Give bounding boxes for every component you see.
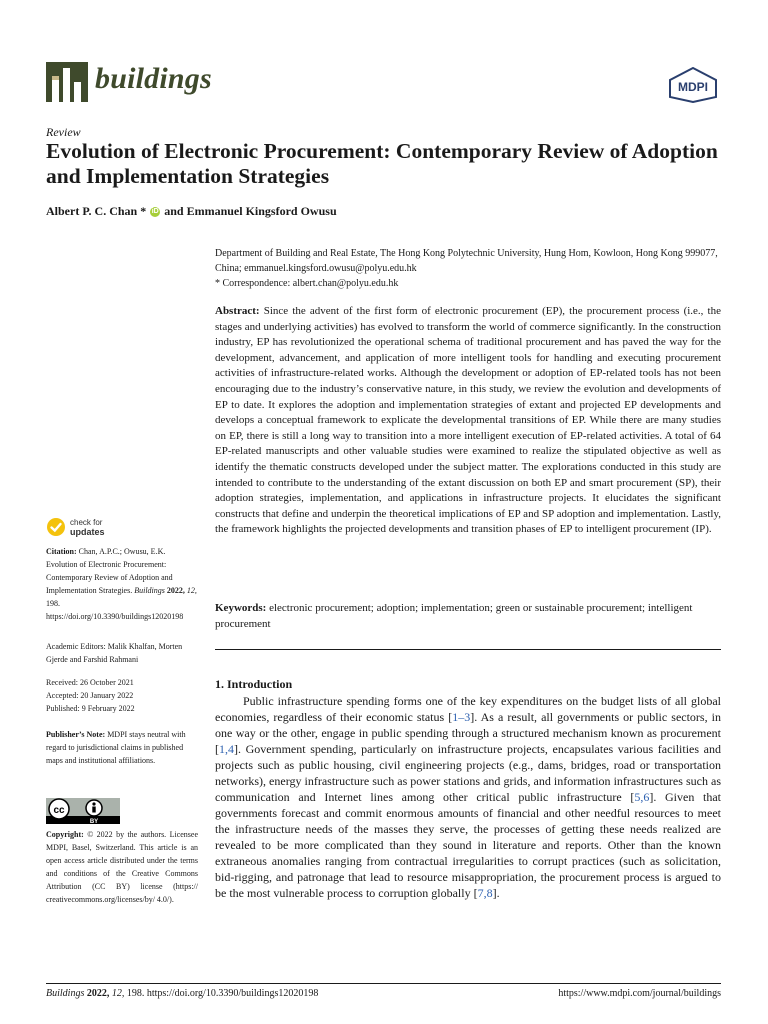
authors: [46, 204, 337, 219]
intro-heading: 1. Introduction: [215, 677, 293, 691]
svg-text:cc: cc: [53, 805, 65, 816]
cc-by-label: BY: [89, 819, 99, 824]
published-date: Published: 9 February 2022: [46, 704, 135, 713]
citation-link[interactable]: 5,6: [634, 790, 650, 804]
footer-divider: [46, 983, 721, 984]
check-label-1: check for: [70, 517, 103, 527]
citation-link[interactable]: 7,8: [477, 886, 493, 900]
citation-doi[interactable]: 198. https://doi.org/10.3390/buildings12020198: [46, 599, 184, 621]
author-1[interactable]: Albert P. C. Chan *: [46, 204, 147, 218]
accepted-date: Accepted: 20 January 2022: [46, 691, 134, 700]
affiliation-block: [215, 246, 721, 291]
cc-by-license-icon[interactable]: [46, 798, 120, 824]
journal-name: buildings: [95, 62, 212, 95]
abstract-text: Since the advent of the first form of electronic procurement (EP), the procurement process (i.e., the stages and underlying activities) has evolved to transform the world of commerce significantly. In the construction industry, EP has revolutionized the operational schema of traditional procurement and has paved the way for the development, advancement, and application of more intelligent tools for handling and executing procurement activities of infrastructure-related works. Although the development or adoption of EP-related tools has not been encouraging due to the industry’s conservative nature, in this study, we review the evolution and developments of EP to date. It explores the adoption and implementation strategies of extant and projected EP developments and develops a conceptual framework to explicate the developmental transitions of EP. While there are many studies on EP, there is still a long way to transition into a more intelligent execution of EP-related activities. A total of 64 EP-related manuscripts and other valuable studies were examined to realize the stipulated objective as well as identify the thematic constructs developed under the subject matter. The explorations conducted in this study are intended to contribute to the understanding of the extant discussion on both EP and smart procurement (SP), their adoption strategies, implementation, and applications in infrastructure projects. It elucidates the significant constructs that define and underpin the theoretical implications of EP and SP adoption and implementation. Lastly, the framework highlights the projected developments and transition phases of EP to intelligent procurement (IP).: [215, 305, 721, 536]
footer-journal-url[interactable]: https://www.mdpi.com/journal/buildings: [558, 988, 721, 999]
section-divider: [215, 649, 721, 650]
intro-paragraph: Public infrastructure spending forms one of the key expenditures on the budget lists of all global economies, regardless of their economic status [1–3]. As a result, all governments or public sectors, in one way or the other, engage in public spending through a structured mechanism known as procurement [1,4]. Government spending, particularly on infrastructure projects, encapsulates various facilities and projects such as public housing, civil engineering projects (e.g., dams, bridges, road or transportation networks), energy infrastructure such as power stations and grids, and information infrastructures such as communication and Internet lines among other critical public infrastructure [5,6]. Given that governments forecast and commit enormous amounts of financial and other needful resources to meet the infrastructure needs of the masses they serve, the processes of getting these needs realized are revealed to be more complicated than they sound in literature and reports. Other than the known extraneous anomalies ranging from contractual irregularities to corrupt practices (such as solicitation, bid-rigging, and patronage that lead to resource misappropriation, the procurement process is argued to be the most vulnerable process to corruption globally [7,8].: [215, 694, 722, 900]
buildings-logo-icon: [46, 62, 88, 102]
author-2[interactable]: and Emmanuel Kingsford Owusu: [164, 204, 337, 218]
received-date: Received: 26 October 2021: [46, 678, 134, 687]
citation-link[interactable]: 1,4: [219, 742, 234, 756]
copyright: Copyright: © 2022 by the authors. Licensee MDPI, Basel, Switzerland. This article is an open access article distributed under the terms and conditions of the Creative Commons Attribution (CC BY) license (https:// creativecommons.org/licenses/by/ 4.0/).: [46, 830, 199, 904]
citation-link[interactable]: 1–3: [452, 710, 471, 724]
mdpi-logo-text: MDPI: [678, 80, 708, 94]
abstract: [215, 304, 721, 538]
footer-doi-link[interactable]: 198. https://doi.org/10.3390/buildings12020198: [126, 988, 319, 999]
correspondence: * Correspondence: albert.chan@polyu.edu.hk: [215, 278, 399, 289]
publisher-note: Publisher’s Note: MDPI stays neutral with regard to jurisdictional claims in published maps and institutional affiliations.: [46, 730, 186, 765]
footer-citation: Buildings 2022, 12, 198. https://doi.org/10.3390/buildings12020198: [46, 988, 319, 999]
check-for-updates-icon: [46, 517, 66, 537]
check-label-2: updates: [70, 526, 105, 537]
dates-block: [46, 676, 198, 715]
mdpi-logo-icon[interactable]: [667, 67, 719, 103]
keywords: [215, 600, 721, 632]
article-type: Review: [46, 125, 81, 139]
keywords-text: electronic procurement; adoption; implementation; green or sustainable procurement; intelligent procurement: [215, 602, 693, 630]
affiliation: Department of Building and Real Estate, The Hong Kong Polytechnic University, Hung Hom, Kowloon, Hong Kong 999077, China; emmanuel.kingsford.owusu@polyu.edu.hk: [215, 248, 718, 274]
citation-block: Citation: Chan, A.P.C.; Owusu, E.K. Evolution of Electronic Procurement: Contemporary Review of Adoption and Implementation Strategies. Buildings 2022, 12, 198. https://doi.org/10.3390/buildings12020198: [46, 547, 197, 621]
keywords-label: Keywords:: [215, 602, 267, 614]
article-title: Evolution of Electronic Procurement: Contemporary Review of Adoption and Implementation Strategies: [46, 139, 718, 188]
orcid-icon[interactable]: iD: [151, 207, 159, 215]
abstract-label: Abstract:: [215, 305, 260, 317]
academic-editors: Academic Editors: Malik Khalfan, Morten Gjerde and Farshid Rahmani: [46, 642, 183, 664]
check-for-updates[interactable]: [46, 517, 198, 537]
